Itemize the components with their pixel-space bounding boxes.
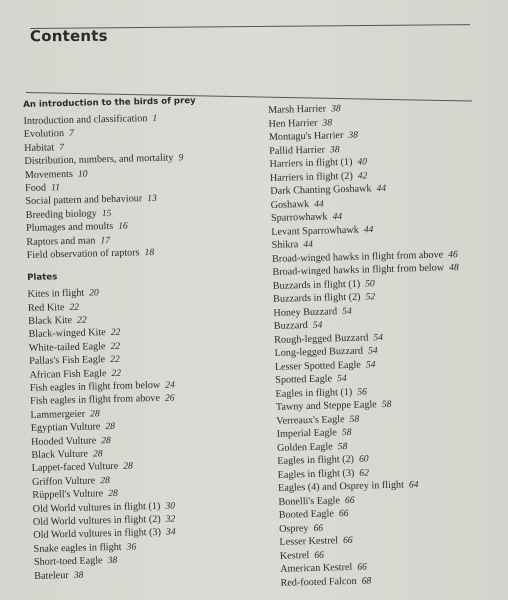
toc-entry-page: 66 <box>344 494 355 506</box>
toc-entry-page: 54 <box>373 331 384 343</box>
toc-entry-label: Lesser Kestrel <box>279 535 339 548</box>
toc-entry-label: Old World vultures in flight (1) <box>32 500 161 515</box>
toc-entry-label: Rough-legged Buzzard <box>274 331 369 346</box>
toc-entry-page: 9 <box>178 152 184 164</box>
toc-entry-page: 7 <box>59 141 65 153</box>
toc-entry-label: Raptors and man <box>26 234 96 248</box>
toc-entry-label: Sparrowhawk <box>270 211 328 224</box>
toc-entry-page: 34 <box>165 526 176 539</box>
toc-entry-page: 40 <box>357 156 368 168</box>
toc-entry-label: Golden Eagle <box>276 440 333 454</box>
toc-entry-page: 22 <box>110 354 120 366</box>
toc-entry-label: White-tailed Eagle <box>28 340 106 354</box>
toc-entry-label: Rüppell's Vulture <box>32 488 104 502</box>
toc-entry-page: 54 <box>312 319 323 331</box>
toc-entry-page: 28 <box>105 421 116 433</box>
toc-entry-page: 38 <box>331 103 341 115</box>
toc-entry-page: 22 <box>76 314 87 326</box>
toc-entry-page: 7 <box>68 128 74 140</box>
toc-entry-label: Eagles in flight (2) <box>277 453 355 467</box>
toc-entry-page: 66 <box>313 522 324 534</box>
toc-entry-label: African Fish Eagle <box>29 367 107 381</box>
toc-entry-label: Introduction and classification <box>23 113 148 127</box>
toc-entry-label: Broad-winged hawks in flight from above <box>271 248 444 265</box>
toc-entry-label: Old World vultures in flight (2) <box>32 513 161 528</box>
toc-entry-label: Verreaux's Eagle <box>276 413 345 427</box>
toc-entry-page: 28 <box>101 434 111 446</box>
toc-entry-page: 28 <box>89 408 100 420</box>
toc-entry-page: 16 <box>118 220 128 232</box>
toc-entry-label: Honey Buzzard <box>273 305 338 319</box>
toc-entry-label: Booted Eagle <box>278 508 335 521</box>
toc-entry-label: Snake eagles in flight <box>33 541 122 555</box>
toc-entry-page: 66 <box>338 508 349 520</box>
toc-entry-page: 15 <box>101 207 112 219</box>
toc-entry-page: 66 <box>357 561 368 573</box>
toc-entry-label: Tawny and Steppe Eagle <box>275 399 377 413</box>
toc-entry-label: Harriers in flight (1) <box>269 156 353 170</box>
right-list <box>268 98 508 590</box>
toc-entry-label: Goshawk <box>270 198 310 211</box>
toc-entry-label: Dark Chanting Goshawk <box>270 183 372 197</box>
toc-entry-page: 66 <box>342 534 353 547</box>
toc-entry-label: Old World vultures in flight (3) <box>33 527 162 542</box>
toc-entry-label: Buzzards in flight (1) <box>272 278 361 292</box>
toc-entry-page: 30 <box>165 500 176 512</box>
toc-entry-label: Plumages and moults <box>25 221 114 235</box>
toc-entry-page: 44 <box>303 238 314 251</box>
toc-entry-page: 18 <box>144 246 155 259</box>
toc-entry-label: Movements <box>24 168 74 181</box>
toc-entry-page: 54 <box>367 345 378 357</box>
toc-entry-label: Field observation of raptors <box>26 247 140 261</box>
right-column <box>268 98 508 590</box>
toc-entry-page: 20 <box>89 287 99 299</box>
toc-entry-page: 58 <box>337 440 348 452</box>
toc-entry-label: Kestrel <box>279 549 310 562</box>
toc-entry-label: Red-footed Falcon <box>280 575 357 589</box>
toc-entry-page: 60 <box>358 453 369 465</box>
toc-entry-label: Hen Harrier <box>268 117 318 130</box>
toc-entry-label: Lesser Spotted Eagle <box>274 359 362 373</box>
toc-entry-page: 38 <box>329 143 340 155</box>
toc-entry-label: Hooded Vulture <box>30 434 97 448</box>
toc-entry-label: American Kestrel <box>280 561 353 575</box>
toc-entry-page: 11 <box>50 182 61 194</box>
toc-entry-page: 56 <box>357 386 367 398</box>
toc-entry-page: 22 <box>69 301 80 313</box>
toc-entry-label: Social pattern and behaviour <box>25 193 143 208</box>
toc-entry-label: Egyptian Vulture <box>30 421 101 435</box>
toc-entry-label: Spotted Eagle <box>275 373 333 386</box>
plates-list <box>27 283 264 583</box>
toc-entry-label: Eagles in flight (1) <box>275 386 353 400</box>
toc-entry-page: 62 <box>359 466 370 479</box>
toc-entry-page: 38 <box>107 555 118 567</box>
toc-entry-page: 54 <box>365 358 376 371</box>
toc-entry-label: Fish eagles in flight from above <box>30 393 161 408</box>
toc-entry-page: 44 <box>313 198 324 210</box>
toc-entry-page: 38 <box>322 116 333 129</box>
toc-entry-label: Bonelli's Eagle <box>278 494 341 508</box>
toc-entry-page: 66 <box>314 549 324 561</box>
toc-entry-page: 44 <box>363 223 374 236</box>
intro-list <box>23 110 256 263</box>
toc-entry-page: 28 <box>123 460 134 473</box>
toc-entry-label: Short-toed Eagle <box>33 555 103 568</box>
toc-entry-page: 17 <box>100 234 111 246</box>
toc-entry-page: 42 <box>357 169 368 182</box>
toc-entry-page: 50 <box>365 277 375 290</box>
toc-entry-label: Broad-winged hawks in flight from below <box>272 262 445 278</box>
toc-entry-label: Breeding biology <box>25 208 97 221</box>
toc-entry-page: 22 <box>111 367 122 379</box>
toc-entry-label: Long-legged Buzzard <box>274 345 364 359</box>
toc-entry-label: Black Vulture <box>31 448 89 461</box>
toc-entry-label: Montagu's Harrier <box>268 130 344 143</box>
toc-entry-page: 64 <box>408 479 419 491</box>
toc-entry-page: 22 <box>110 340 121 352</box>
toc-entry-page: 22 <box>110 327 121 339</box>
toc-entry-page: 1 <box>152 112 158 124</box>
toc-entry-page: 28 <box>100 474 110 487</box>
toc-entry-page: 32 <box>165 513 176 525</box>
toc-entry-label: Imperial Eagle <box>276 427 338 440</box>
toc-entry-label: Kites in flight <box>27 287 85 301</box>
toc-entry-label: Levant Sparrowhawk <box>271 224 359 238</box>
toc-entry-label: Evolution <box>23 128 65 141</box>
toc-entry-label: Red Kite <box>27 301 65 314</box>
toc-entry-page: 52 <box>365 291 376 303</box>
toc-entry-label: Pallas's Fish Eagle <box>29 354 106 368</box>
plates-heading: Plates <box>27 272 58 284</box>
toc-entry-page: 38 <box>73 569 84 581</box>
toc-entry-page: 68 <box>361 574 372 587</box>
toc-entry-page: 48 <box>448 262 459 274</box>
toc-entry-page: 46 <box>448 248 458 260</box>
toc-entry-page: 13 <box>147 193 157 205</box>
toc-entry-page: 10 <box>77 168 88 180</box>
toc-entry-page: 58 <box>349 413 360 425</box>
toc-entry-label: Shikra <box>271 239 299 251</box>
toc-entry-label: Marsh Harrier <box>268 103 327 116</box>
left-column <box>23 94 264 583</box>
toc-entry-page: 44 <box>376 182 387 195</box>
page-title: Contents <box>29 26 108 46</box>
toc-entry-label: Distribution, numbers, and mortality <box>24 152 174 168</box>
toc-entry-page: 54 <box>336 373 347 385</box>
toc-entry-label: Habitat <box>24 142 55 154</box>
toc-entry-label: Buzzard <box>273 320 308 332</box>
toc-entry-page: 38 <box>348 129 359 141</box>
toc-entry-label: Black Kite <box>28 314 73 328</box>
toc-entry-label: Bateleur <box>34 569 69 582</box>
toc-entry-page: 24 <box>165 379 175 391</box>
toc-entry-label: Lappet-faced Vulture <box>31 461 119 475</box>
toc-entry-page: 28 <box>92 448 103 460</box>
toc-entry-label: Pallid Harrier <box>269 144 326 157</box>
toc-entry-label: Food <box>24 182 47 194</box>
toc-entry-page: 26 <box>164 392 175 405</box>
toc-entry-label: Black-winged Kite <box>28 327 106 341</box>
toc-entry-label: Buzzards in flight (2) <box>272 291 361 305</box>
toc-entry-page: 54 <box>341 305 352 317</box>
toc-entry-page: 44 <box>332 211 343 223</box>
toc-entry-label: Griffon Vulture <box>31 475 96 488</box>
toc-entry-label: Eagles (4) and Osprey in flight <box>277 479 405 494</box>
toc-entry-label: Harriers in flight (2) <box>269 170 353 184</box>
toc-entry-label: Fish eagles in flight from below <box>29 379 161 394</box>
toc-entry-page: 58 <box>341 426 352 439</box>
toc-entry-label: Lammergeier <box>30 408 86 421</box>
toc-entry-page: 28 <box>108 488 118 500</box>
toc-entry-page: 36 <box>126 541 137 553</box>
intro-heading: An introduction to the birds of prey <box>23 95 196 110</box>
toc-entry-page: 58 <box>381 398 392 411</box>
toc-entry-label: Eagles in flight (3) <box>277 467 355 481</box>
toc-entry-label: Osprey <box>278 522 309 535</box>
